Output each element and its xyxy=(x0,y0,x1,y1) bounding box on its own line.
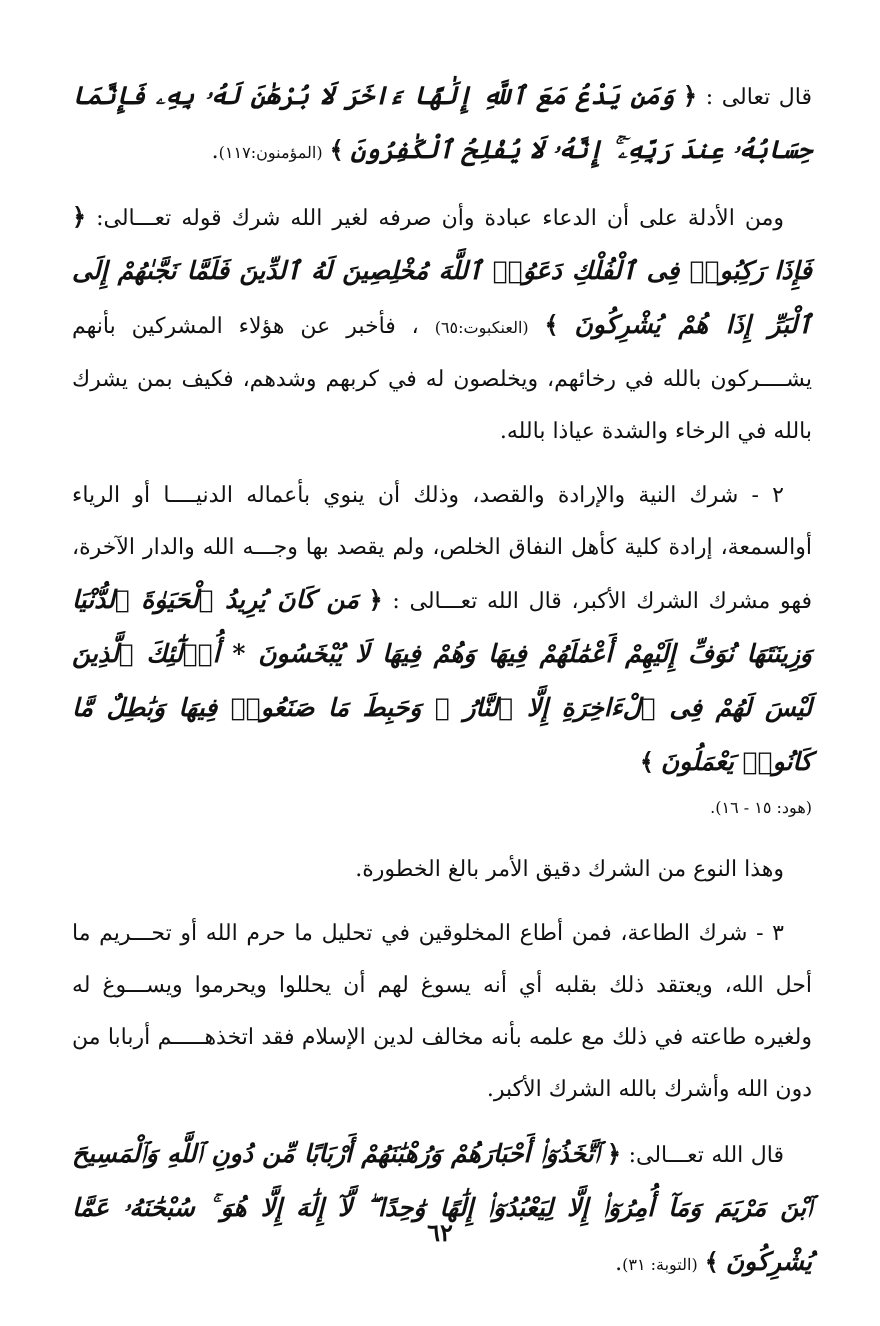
quran-verse-1: وَمَن يَدْعُ مَعَ ٱللَّهِ إِلَٰهًا ءَاخَرَ لَا بُرْهَٰنَ لَهُۥ بِهِۦ فَإِنَّمَا حِسَابُهُۥ عِندَ رَبِّهِۦٓ ۚ إِنَّهُۥ لَا يُفْلِحُ ٱلْكَٰفِرُونَ xyxy=(72,81,812,164)
page-body xyxy=(72,70,812,1303)
verse-reference-3: (هود: ١٥ - ١٦) xyxy=(715,798,812,817)
paragraph-2-tail: ، فأخبر عن هؤلاء المشركين بأنهم يشــــركون بالله في رخائهم، ويخلصون له في كربهم وشدهم، فكيف بمن يشرك بالله في الرخاء والشدة عياذا بالله. xyxy=(72,314,812,444)
paragraph-2-intro: ومن الأدلة على أن الدعاء عبادة وأن صرفه لغير الله شرك قوله تعـــالى: xyxy=(96,206,784,231)
verse-close-bracket: ﴾ xyxy=(544,310,559,339)
paragraph-1 xyxy=(72,70,812,179)
quran-verse-4: ٱتَّخَذُوٓا۟ أَحْبَارَهُمْ وَرُهْبَٰنَهُمْ أَرْبَابًا مِّن دُونِ ٱللَّهِ وَٱلْمَسِيحَ ٱبْنَ مَرْيَمَ وَمَآ أُمِرُوٓا۟ إِلَّا لِيَعْبُدُوٓا۟ إِلَٰهًا وَٰحِدًا ۖ لَّآ إِلَٰهَ إِلَّا هُوَ ۚ سُبْحَٰنَهُۥ عَمَّا يُشْرِكُونَ xyxy=(72,1139,812,1276)
paragraph-3 xyxy=(72,470,812,790)
paragraph-6 xyxy=(72,1128,812,1291)
paragraph-4-text: وهذا النوع من الشرك دقيق الأمر بالغ الخطورة. xyxy=(355,857,784,882)
paragraph-4 xyxy=(72,844,812,896)
paragraph-5 xyxy=(72,908,812,1116)
paragraph-5-text: ٣ - شرك الطاعة، فمن أطاع المخلوقين في تحليل ما حرم الله أو تحـــريم ما أحل الله، ويعتقد ذلك بقلبه أي أنه يسوغ لهم أن يحللوا ويحرموا ويســـوغ له ولغيره طاعته في ذلك مع علمه بأنه مخالف لدين الإسلام فقد اتخذهـــــم أربابا من دون الله وأشرك بالله الشرك الأكبر. xyxy=(72,921,812,1102)
verse-open-bracket: ﴿ xyxy=(683,81,698,110)
verse-open-bracket: ﴿ xyxy=(607,1139,622,1168)
quran-verse-2: فَإِذَا رَكِبُوا۟ فِى ٱلْفُلْكِ دَعَوُا۟ ٱللَّهَ مُخْلِصِينَ لَهُ ٱلدِّينَ فَلَمَّا نَجَّىٰهُمْ إِلَى ٱلْبَرِّ إِذَا هُمْ يُشْرِكُونَ xyxy=(72,256,813,339)
paragraph-6-intro: قال الله تعـــالى: xyxy=(628,1143,784,1168)
verse-close-bracket: ﴾ xyxy=(704,1247,719,1276)
paragraph-6-tail: . xyxy=(615,1251,623,1276)
verse-close-bracket: ﴾ xyxy=(329,135,344,164)
paragraph-3-intro: ٢ - شرك النية والإرادة والقصد، وذلك أن ينوي بأعماله الدنيــــا أو الرياء أوالسمعة، إرادة كلية كأهل النفاق الخلص، ولم يقصد بها وجـــه الله والدار الآخرة، فهو مشرك الشرك الأكبر، قال الله تعـــالى : xyxy=(72,483,812,614)
verse-open-bracket: ﴿ xyxy=(368,585,383,614)
page-number: ٦٢ xyxy=(427,1218,453,1247)
verse-close-bracket: ﴾ xyxy=(639,747,654,776)
verse-reference-1: (المؤمنون:١١٧) xyxy=(218,143,323,162)
paragraph-3-tail: . xyxy=(710,798,716,817)
paragraph-1-tail: . xyxy=(211,139,219,164)
paragraph-1-intro: قال تعالى : xyxy=(705,85,813,110)
paragraph-3-reference-line xyxy=(72,790,812,826)
verse-reference-4: (التوبة: ٣١) xyxy=(622,1255,698,1274)
quran-verse-3: مَن كَانَ يُرِيدُ ٱلْحَيَوٰةَ ٱلدُّنْيَا وَزِينَتَهَا نُوَفِّ إِلَيْهِمْ أَعْمَٰلَهُمْ فِيهَا وَهُمْ فِيهَا لَا يُبْخَسُونَ * أُو۟لَٰٓئِكَ ٱلَّذِينَ لَيْسَ لَهُمْ فِى ٱلْءَاخِرَةِ إِلَّا ٱلنَّارُ ۖ وَحَبِطَ مَا صَنَعُوا۟ فِيهَا وَبَٰطِلٌ مَّا كَانُوا۟ يَعْمَلُونَ xyxy=(72,585,812,776)
paragraph-2 xyxy=(72,191,812,458)
verse-open-bracket: ﴿ xyxy=(72,202,87,231)
verse-reference-2: (العنكبوت:٦٥) xyxy=(434,318,529,337)
